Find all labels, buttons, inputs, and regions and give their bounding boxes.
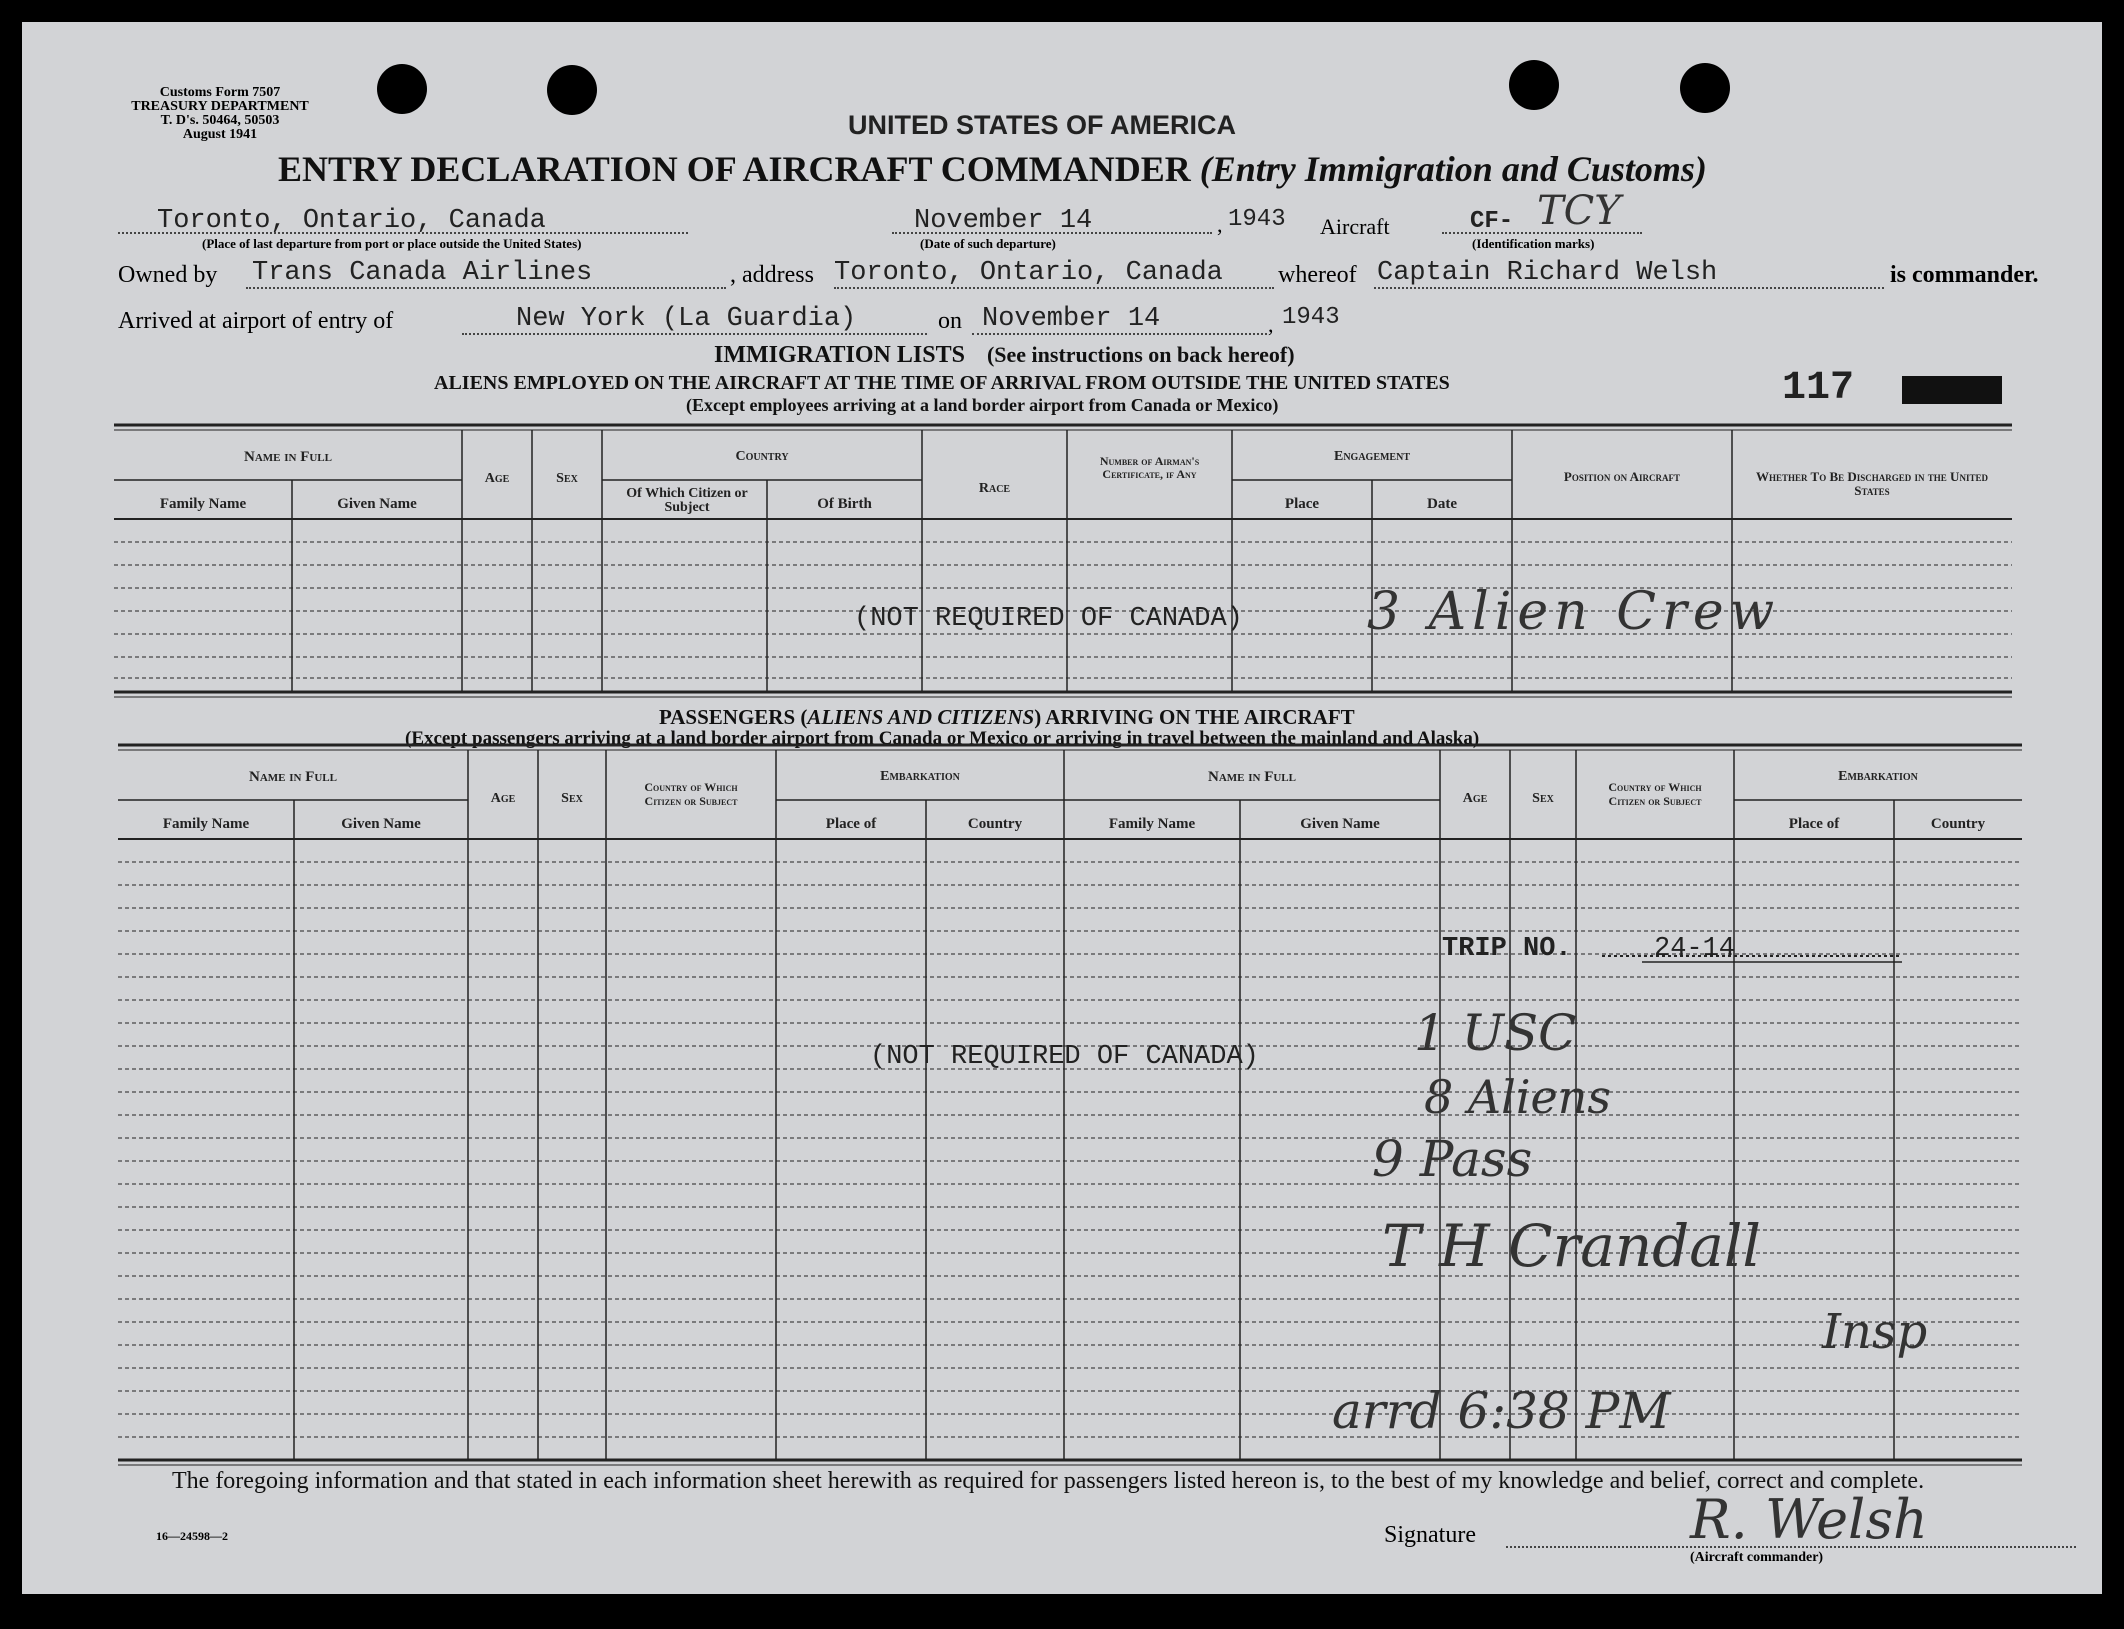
signature: R. Welsh [1690, 1488, 1928, 1551]
crew-header-name: Name in Full [243, 449, 332, 465]
immigration-note: (See instructions on back hereof) [986, 342, 1295, 367]
pax-header-place-right: Place of [1788, 816, 1840, 832]
arrival-on-label: on [938, 308, 962, 334]
arrival-date: November 14 [982, 304, 1161, 334]
crew-handwritten-count: 3 Alien Crew [1367, 582, 1781, 642]
passengers-title-c: ) ARRIVING ON THE AIRCRAFT [1034, 705, 1355, 729]
immigration-title: IMMIGRATION LISTS [714, 342, 965, 368]
passenger-table [22, 22, 2102, 1594]
immigration-subtitle2: (Except employees arriving at a land border airport from Canada or Mexico) [686, 395, 1279, 415]
crew-header-sex: Sex [556, 471, 578, 486]
pax-header-given-right: Given Name [1300, 816, 1380, 832]
arrival-airport: New York (La Guardia) [516, 304, 857, 334]
country-heading: UNITED STATES OF AMERICA [848, 110, 1236, 140]
print-code: 16—24598—2 [156, 1529, 228, 1543]
departure-date: November 14 [914, 206, 1093, 236]
crew-header-given: Given Name [337, 496, 417, 512]
form-department: TREASURY DEPARTMENT [131, 99, 309, 114]
hand-note-pass: 9 Pass [1372, 1130, 1533, 1188]
pax-header-place-left: Place of [825, 816, 877, 832]
pax-header-name-right: Name in Full [1207, 769, 1296, 785]
pax-header-sex-right: Sex [1532, 791, 1554, 806]
address-label: , address [730, 262, 814, 288]
arrived-label: Arrived at airport of entry of [118, 308, 394, 334]
pax-header-age-left: Age [490, 791, 516, 806]
signature-label: Signature [1384, 1522, 1476, 1548]
pax-header-embarkation-right: Embarkation [1838, 769, 1918, 784]
year-prefix-2: , [1268, 312, 1274, 337]
pax-header-given-left: Given Name [341, 816, 421, 832]
passengers-title-b: ALIENS AND CITIZENS [807, 705, 1035, 729]
pax-header-age-right: Age [1462, 791, 1488, 806]
aircraft-id-handwritten: TCY [1537, 188, 1621, 234]
owner-address: Toronto, Ontario, Canada [834, 258, 1223, 288]
hand-note-aliens: 8 Aliens [1424, 1070, 1611, 1124]
form-title-main: ENTRY DECLARATION OF AIRCRAFT COMMANDER [278, 149, 1191, 189]
hand-note-inspector: T H Crandall [1382, 1212, 1761, 1280]
crew-header-certificate: Number of Airman's Certificate, if Any [1099, 454, 1200, 481]
aircraft-id-caption: (Identification marks) [1472, 236, 1595, 251]
hand-note-usc: 1 USC [1414, 1004, 1577, 1062]
pax-header-family-right: Family Name [1108, 816, 1196, 832]
passengers-subtitle: (Except passengers arriving at a land border airport from Canada or Mexico or arriving in travel between the mainland and Alaska) [405, 728, 1480, 749]
hand-note-arrival-time: arrd 6:38 PM [1332, 1382, 1671, 1440]
whereof-label: whereof [1278, 262, 1357, 288]
crew-header-citizen: Of Which Citizen or Subject [626, 486, 748, 515]
aircraft-id: CF- [1470, 208, 1514, 235]
crew-header-age: Age [484, 471, 510, 486]
pax-header-embarkation-left: Embarkation [880, 769, 960, 784]
stamp-number: 117 [1782, 366, 1855, 411]
crew-header-country: Country [735, 449, 789, 464]
departure-year: 1943 [1228, 206, 1286, 233]
pax-header-family-left: Family Name [162, 816, 250, 832]
certification-statement: The foregoing information and that stated in each information sheet herewith as required for passengers listed hereon is, to the best of my knowledge and belief, correct and complete. [172, 1468, 1925, 1494]
form-number: Customs Form 7507 [159, 85, 281, 100]
crew-header-family: Family Name [159, 496, 247, 512]
form-td: T. D's. 50464, 50503 [160, 113, 280, 128]
passengers-title-a: PASSENGERS ( [659, 705, 808, 729]
signature-caption: (Aircraft commander) [1690, 1550, 1824, 1565]
pax-header-sex-left: Sex [561, 791, 583, 806]
pax-header-citizen-right: Country of Which Citizen or Subject [1608, 780, 1702, 808]
form-sheet [22, 22, 2102, 1594]
commander-name: Captain Richard Welsh [1377, 258, 1718, 288]
immigration-subtitle: ALIENS EMPLOYED ON THE AIRCRAFT AT THE TIME OF ARRIVAL FROM OUTSIDE THE UNITED STATES [434, 372, 1450, 394]
pax-header-citizen-left: Country of Which Citizen or Subject [644, 780, 738, 808]
form-title-italic: (Entry Immigration and Customs) [1199, 149, 1707, 189]
arrival-year: 1943 [1282, 304, 1340, 331]
departure-date-caption: (Date of such departure) [920, 236, 1056, 251]
trip-number: 24-14 [1654, 934, 1736, 964]
crew-header-position: Position on Aircraft [1563, 469, 1681, 484]
is-commander-label: is commander. [1890, 262, 2039, 288]
hand-note-insp: Insp [1822, 1304, 1928, 1360]
form-date: August 1941 [182, 127, 258, 142]
crew-not-required-note: (NOT REQUIRED OF CANADA) [854, 604, 1243, 634]
departure-place: Toronto, Ontario, Canada [157, 206, 546, 236]
aircraft-label: Aircraft [1320, 214, 1390, 239]
crew-header-race: Race [978, 481, 1011, 496]
owner-name: Trans Canada Airlines [252, 258, 593, 288]
pax-header-country-left: Country [967, 816, 1023, 832]
pax-header-name-left: Name in Full [248, 769, 337, 785]
year-prefix-1: , [1217, 212, 1223, 237]
crew-header-engagement: Engagement [1333, 449, 1410, 464]
departure-place-caption: (Place of last departure from port or place outside the United States) [202, 236, 582, 251]
crew-header-discharged: Whether To Be Discharged in the United States [1756, 469, 1988, 498]
crew-header-date: Date [1427, 496, 1457, 512]
trip-label: TRIP NO. [1442, 934, 1572, 964]
crew-header-birth: Of Birth [817, 496, 872, 512]
crew-header-place: Place [1284, 496, 1320, 512]
owned-by-label: Owned by [118, 262, 218, 288]
pax-header-country-right: Country [1930, 816, 1986, 832]
pax-not-required-note: (NOT REQUIRED OF CANADA) [870, 1042, 1259, 1072]
